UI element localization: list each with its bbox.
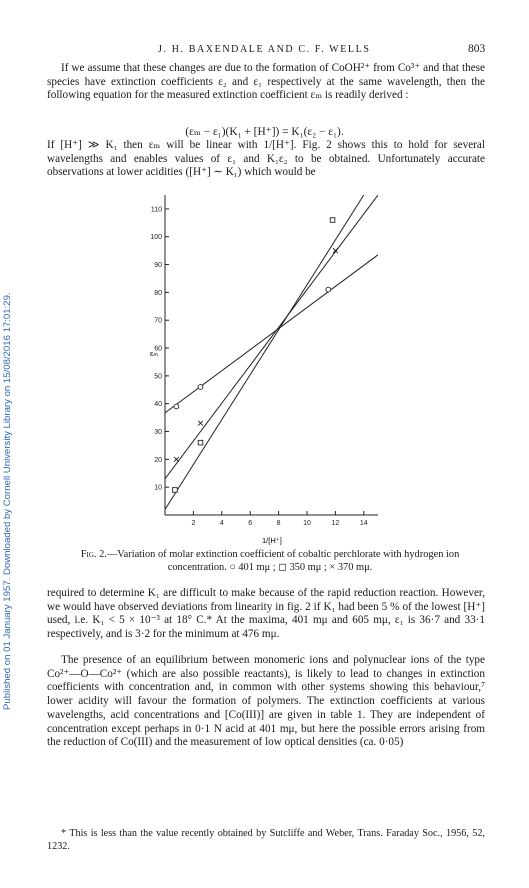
page-number: 803 [468, 43, 486, 55]
data-point-square [173, 488, 178, 493]
y-tick-label: 90 [154, 262, 162, 270]
x-axis-label: 1/[H⁺] [262, 536, 282, 545]
x-tick-label: 6 [248, 520, 253, 527]
y-tick-label: 40 [154, 401, 162, 409]
x-tick-label: 2 [191, 520, 196, 527]
body-paragraph-2-text: required to determine K₁ are difficult to make because of the rapid reduction reaction. However, we would have observed deviations from linearity in fig. 2 if K₁ had been 5 % of the lowest [H⁺] used, i.e. K₁ < 5 × 10⁻³ at 18° C.* At the maxima, 401 mμ and 605 mμ, ε₁ is 36·7 and 33·1 respectively, and is 3·2 for the minimum at 476 mμ. [47, 587, 485, 641]
extinction-equation: (εₘ − ε₁)(K₁ + [H⁺]) = K₁(ε₂ − ε₁). [185, 126, 344, 138]
body-paragraph-2 [47, 587, 485, 642]
data-point-circle [198, 385, 203, 390]
data-point-square [330, 218, 335, 223]
y-tick-label: 10 [154, 484, 162, 492]
fit-line-3 [165, 195, 378, 479]
footnote [47, 818, 485, 863]
y-axis-label: εₘ [150, 349, 159, 358]
figure-caption-label: Fig. 2. [80, 549, 107, 560]
y-tick-label: 20 [154, 456, 162, 464]
body-paragraph-3 [47, 654, 485, 750]
y-tick-label: 110 [150, 206, 162, 214]
chart-fit-lines [165, 195, 378, 509]
figure-caption [60, 548, 480, 574]
equation-followup-text: If [H⁺] ≫ K₁ then εₘ will be linear with 1/[H⁺]. Fig. 2 shows this to hold for several wavelengths and enables values of ε₁ and K₁ε₂ to be obtained. Unfortunately accurate observations at lower acidities ([H⁺] ∼ K₁) which would be [47, 139, 485, 179]
intro-text: If we assume that these changes are due to the formation of CoOH²⁺ from Co³⁺ and that these species have extinction coefficients ε₂ and ε₁ respectively at the same wavelength, then the following equation for the measured extinction coefficient εₘ is readily derived : [47, 62, 485, 102]
body-paragraph-3-text: The presence of an equilibrium between monomeric ions and polynuclear ions of the type Co²⁺—O—Co²⁺ (which are also possible reactants), is likely to lead to changes in extinction coefficients with concentration and, in common with other systems showing this behaviour,⁷ lower acidity will favour the formation of polymers. The extinction coefficients at various wavelengths, acid concentrations and [Co(III)] are given in table 1. They are independent of concentration except perhaps in 0·1 N acid at 401 mμ, but here the possible errors arising from the reduction of Co(III) and the measurement of low optical densities (ca. 0·05) [47, 654, 485, 749]
y-tick-label: 60 [154, 345, 162, 353]
footnote-text: * This is less than the value recently obtained by Sutcliffe and Weber, Trans. Faraday Soc., 1956, 52, 1232. [47, 828, 485, 852]
data-point-circle [174, 404, 179, 409]
y-tick-label: 70 [154, 317, 162, 325]
y-tick-label: 30 [154, 429, 162, 437]
chart-axes [165, 195, 378, 515]
chart-ticks [150, 206, 367, 527]
x-tick-label: 10 [303, 520, 311, 527]
x-tick-label: 12 [331, 520, 340, 527]
figure-caption-text: —Variation of molar extinction coefficient of cobaltic perchlorate with hydrogen ion concentration. ○ 401 mμ ; ◻ 350 mμ ; × 370 mμ. [106, 549, 460, 573]
y-tick-label: 80 [154, 289, 162, 297]
data-point-square [198, 440, 203, 445]
x-tick-label: 14 [359, 520, 368, 527]
y-tick-label: 50 [154, 373, 162, 381]
data-point-cross [174, 457, 179, 462]
y-tick-label: 100 [150, 234, 162, 242]
fit-line-1 [165, 255, 378, 413]
chart-markers [173, 218, 338, 493]
x-tick-label: 4 [219, 520, 224, 527]
x-tick-label: 8 [276, 520, 281, 527]
header-authors: J. H. BAXENDALE AND C. F. WELLS [158, 44, 371, 55]
sidebar-note-text: Published on 01 January 1957. Downloaded by Cornell University Library on 15/08/2016 17:01:29. [2, 292, 13, 710]
data-point-cross [198, 421, 203, 426]
fit-line-2 [165, 195, 364, 509]
data-point-circle [326, 287, 331, 292]
